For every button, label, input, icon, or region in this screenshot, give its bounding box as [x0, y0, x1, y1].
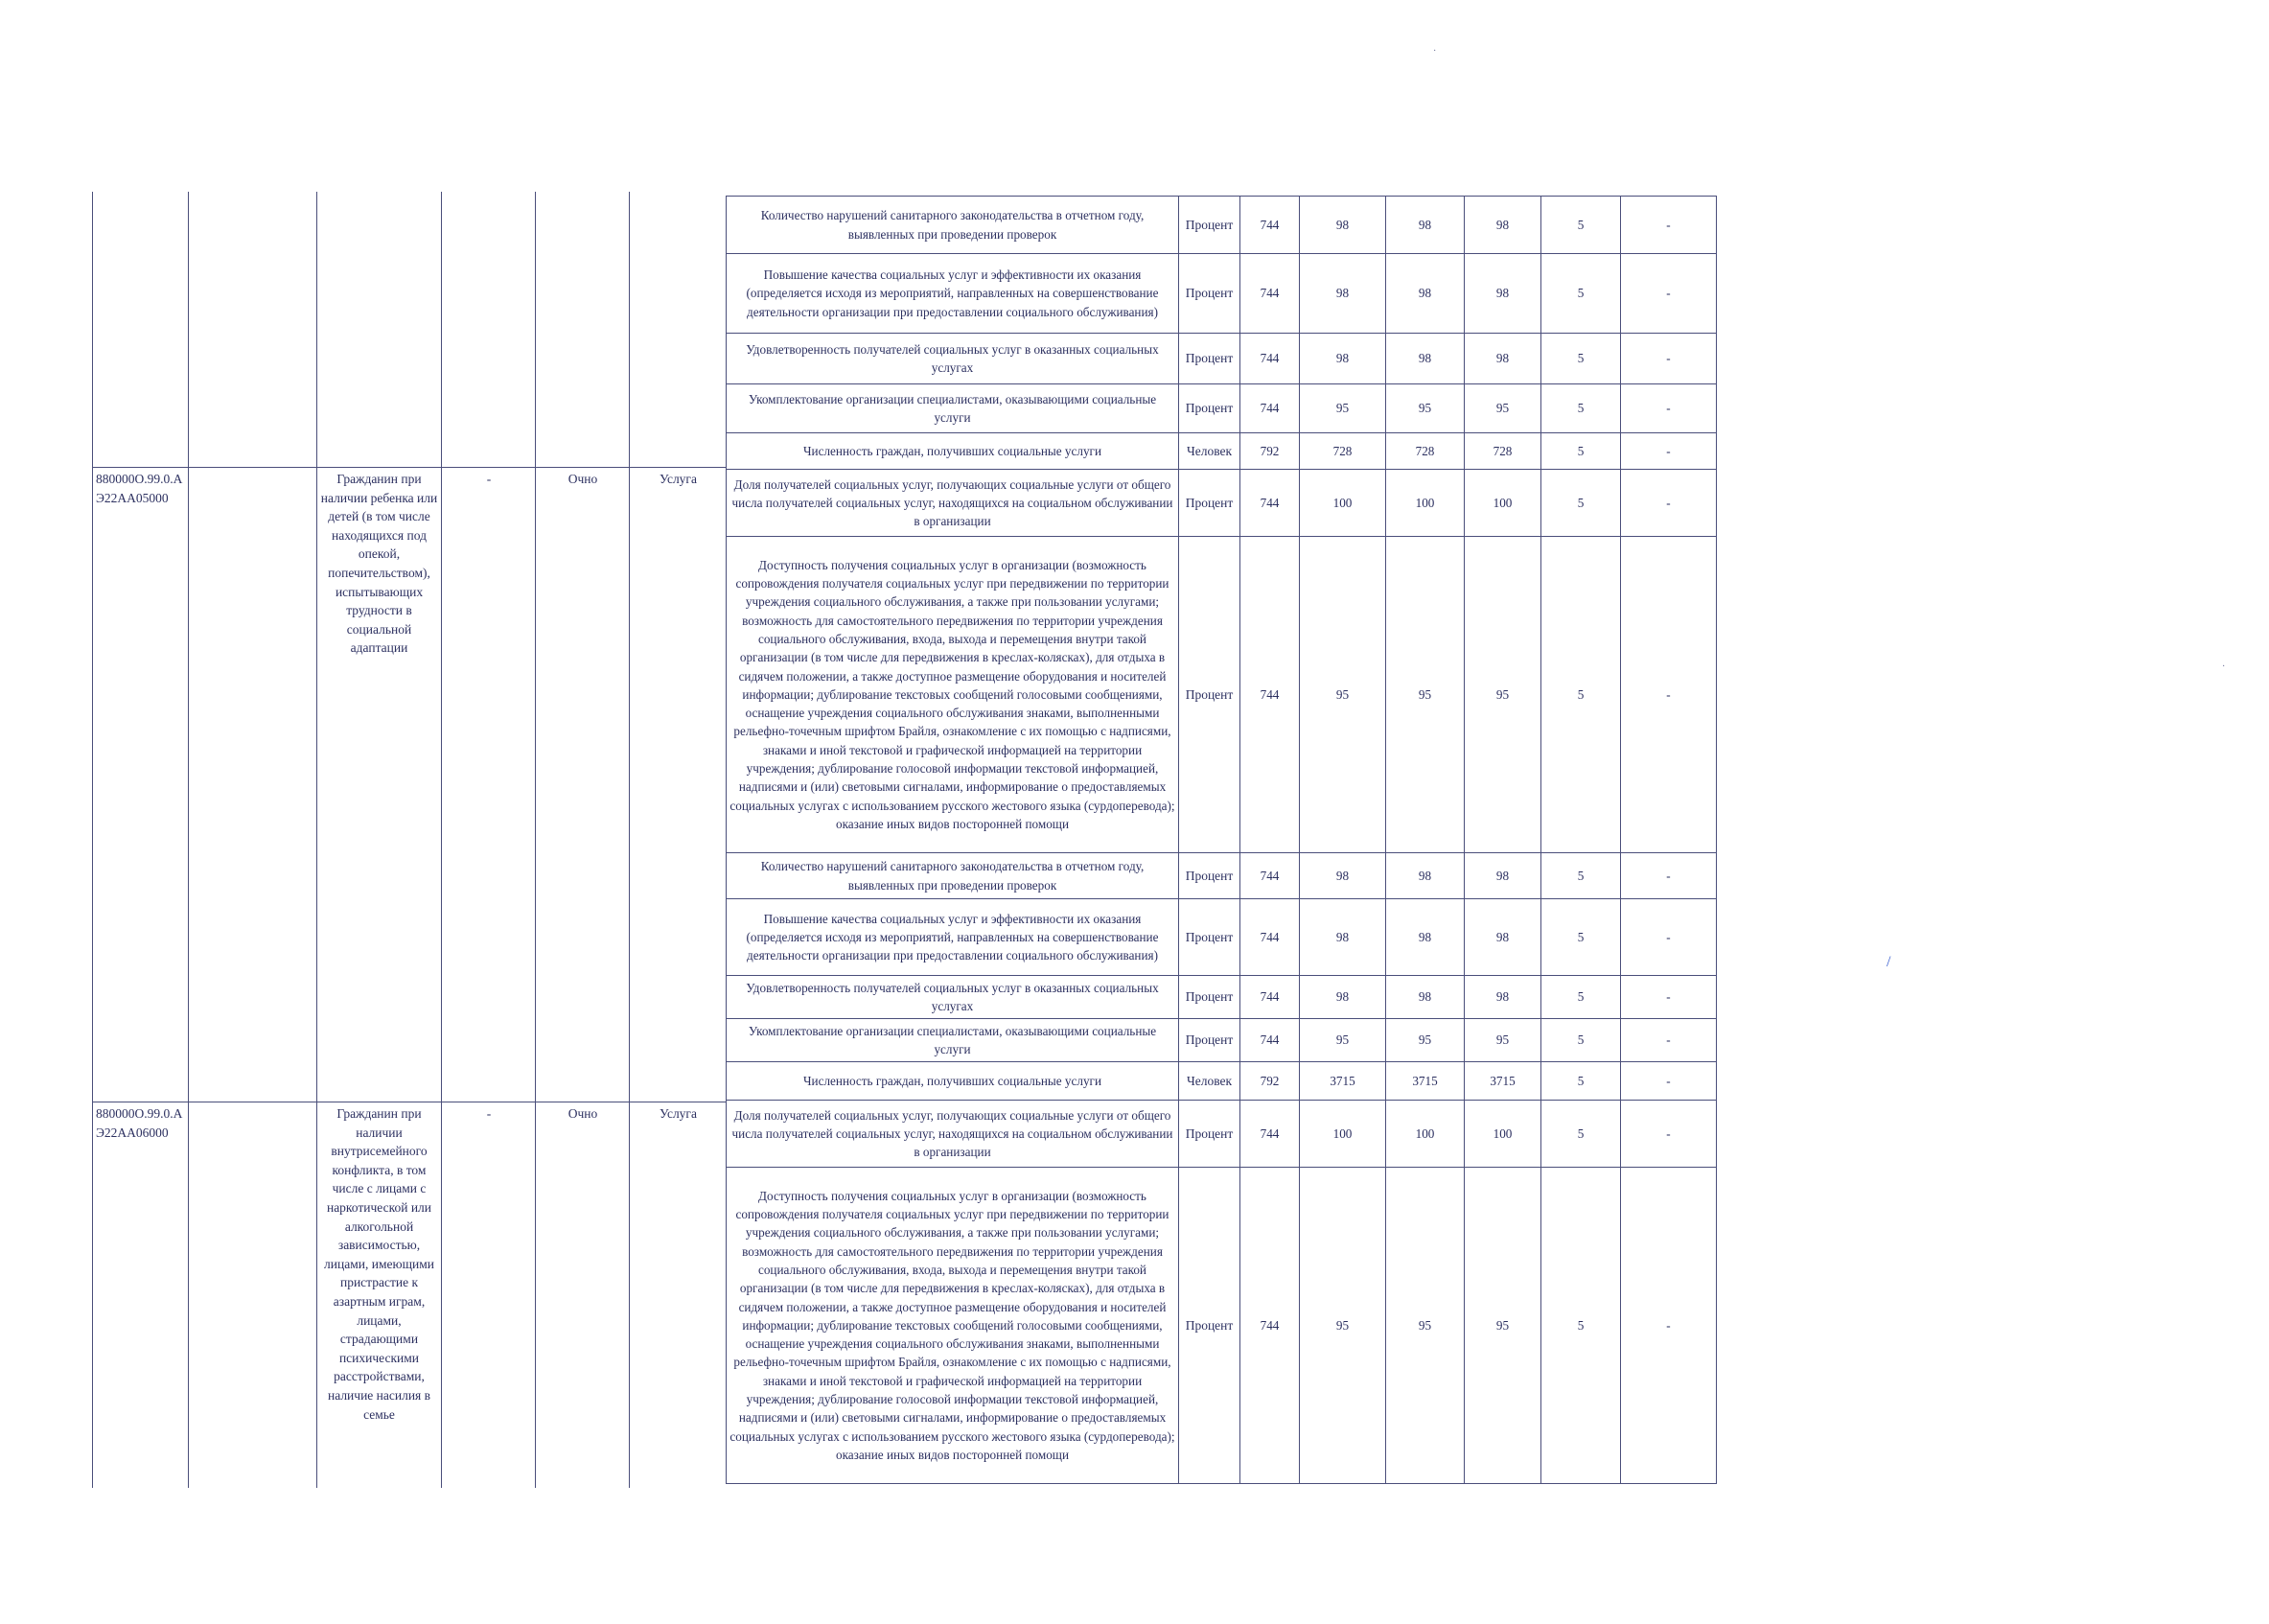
deviation-absolute: - — [1621, 433, 1717, 470]
table-row — [727, 470, 1717, 537]
allowed-deviation: 5 — [1541, 470, 1621, 537]
allowed-deviation: 5 — [1541, 899, 1621, 976]
indicator-name: Повышение качества социальных услуг и эффективности их оказания (определяется исходя из мероприятий, направленных на совершенствование деятельности организации при предоставлении социального обслуживания) — [727, 254, 1179, 334]
indicator-name: Повышение качества социальных услуг и эффективности их оказания (определяется исходя из мероприятий, направленных на совершенствование деятельности организации при предоставлении социального обслуживания) — [727, 899, 1179, 976]
value-year-2: 95 — [1386, 384, 1465, 433]
value-year-2: 100 — [1386, 470, 1465, 537]
value-year-1: 100 — [1300, 1101, 1386, 1168]
table-row — [727, 976, 1717, 1019]
value-year-2: 95 — [1386, 1168, 1465, 1484]
okei-code: 744 — [1240, 197, 1300, 254]
okei-code: 744 — [1240, 899, 1300, 976]
okei-code: 744 — [1240, 537, 1300, 853]
value-year-2: 95 — [1386, 537, 1465, 853]
allowed-deviation: 5 — [1541, 433, 1621, 470]
value-year-3: 728 — [1465, 433, 1541, 470]
allowed-deviation: 5 — [1541, 334, 1621, 384]
table-left-rule-6 — [629, 192, 630, 1488]
okei-code: 744 — [1240, 470, 1300, 537]
value-year-3: 100 — [1465, 470, 1541, 537]
allowed-deviation: 5 — [1541, 976, 1621, 1019]
unit-of-measure: Человек — [1179, 433, 1240, 470]
indicator-name: Численность граждан, получивших социальные услуги — [727, 433, 1179, 470]
deviation-absolute: - — [1621, 470, 1717, 537]
value-year-2: 100 — [1386, 1101, 1465, 1168]
registry-code-2: 880000О.99.0.АЭ22АА05000 — [96, 472, 183, 505]
allowed-deviation: 5 — [1541, 537, 1621, 853]
deviation-absolute: - — [1621, 1101, 1717, 1168]
okei-code: 744 — [1240, 1168, 1300, 1484]
registry-code-3: 880000О.99.0.АЭ22АА06000 — [96, 1106, 183, 1140]
allowed-deviation: 5 — [1541, 254, 1621, 334]
okei-code: 744 — [1240, 254, 1300, 334]
deviation-absolute: - — [1621, 384, 1717, 433]
table-row — [727, 433, 1717, 470]
value-year-3: 98 — [1465, 899, 1541, 976]
value-year-3: 100 — [1465, 1101, 1541, 1168]
value-year-3: 95 — [1465, 1168, 1541, 1484]
value-year-2: 98 — [1386, 853, 1465, 899]
unit-of-measure: Процент — [1179, 537, 1240, 853]
unit-of-measure: Процент — [1179, 470, 1240, 537]
unit-of-measure: Процент — [1179, 976, 1240, 1019]
deviation-absolute: - — [1621, 254, 1717, 334]
deviation-absolute: - — [1621, 976, 1717, 1019]
value-year-3: 98 — [1465, 197, 1541, 254]
indicator-name: Доля получателей социальных услуг, получающих социальные услуги от общего числа получателей социальных услуг, находящихся на социальном обслуживании в организации — [727, 470, 1179, 537]
value-year-3: 95 — [1465, 537, 1541, 853]
allowed-deviation: 5 — [1541, 1019, 1621, 1062]
value-year-1: 98 — [1300, 899, 1386, 976]
value-year-3: 98 — [1465, 334, 1541, 384]
scan-speck: · — [1433, 46, 1437, 57]
allowed-deviation: 5 — [1541, 197, 1621, 254]
value-year-1: 95 — [1300, 537, 1386, 853]
service-form-3: Очно — [567, 1106, 598, 1121]
deviation-absolute: - — [1621, 537, 1717, 853]
service-form-2: Очно — [567, 472, 598, 486]
okei-code: 744 — [1240, 384, 1300, 433]
value-year-1: 95 — [1300, 1168, 1386, 1484]
unit-of-measure: Процент — [1179, 1101, 1240, 1168]
indicator-name: Доля получателей социальных услуг, получающих социальные услуги от общего числа получателей социальных услуг, находящихся на социальном обслуживании в организации — [727, 1101, 1179, 1168]
value-year-1: 98 — [1300, 334, 1386, 384]
value-year-3: 98 — [1465, 976, 1541, 1019]
table-row — [727, 1062, 1717, 1101]
value-year-1: 98 — [1300, 976, 1386, 1019]
okei-code: 744 — [1240, 1101, 1300, 1168]
indicator-name: Количество нарушений санитарного законодательства в отчетном году, выявленных при проведении проверок — [727, 197, 1179, 254]
table-left-rule-3 — [316, 192, 317, 1488]
okei-code: 792 — [1240, 433, 1300, 470]
service-type-3: Услуга — [660, 1106, 697, 1121]
value-year-3: 98 — [1465, 254, 1541, 334]
table-left-rule-4 — [441, 192, 442, 1488]
deviation-absolute: - — [1621, 1168, 1717, 1484]
scan-speck: / — [1887, 954, 1891, 970]
deviation-absolute: - — [1621, 853, 1717, 899]
value-year-2: 98 — [1386, 334, 1465, 384]
unit-of-measure: Процент — [1179, 853, 1240, 899]
value-year-1: 95 — [1300, 384, 1386, 433]
unit-of-measure: Процент — [1179, 899, 1240, 976]
unit-of-measure: Процент — [1179, 1019, 1240, 1062]
table-left-rule-2 — [188, 192, 189, 1488]
value-year-1: 98 — [1300, 254, 1386, 334]
value-year-1: 3715 — [1300, 1062, 1386, 1101]
deviation-absolute: - — [1621, 197, 1717, 254]
indicator-name: Количество нарушений санитарного законодательства в отчетном году, выявленных при проведении проверок — [727, 853, 1179, 899]
okei-code: 744 — [1240, 853, 1300, 899]
okei-code: 744 — [1240, 976, 1300, 1019]
indicator-name: Численность граждан, получивших социальные услуги — [727, 1062, 1179, 1101]
indicator-name: Удовлетворенность получателей социальных услуг в оказанных социальных услугах — [727, 976, 1179, 1019]
quality-indicators-table — [726, 196, 1717, 1484]
value-year-2: 728 — [1386, 433, 1465, 470]
value-year-2: 3715 — [1386, 1062, 1465, 1101]
table-row — [727, 853, 1717, 899]
deviation-absolute: - — [1621, 1062, 1717, 1101]
deviation-absolute: - — [1621, 1019, 1717, 1062]
value-year-1: 728 — [1300, 433, 1386, 470]
deviation-absolute: - — [1621, 899, 1717, 976]
unit-of-measure: Процент — [1179, 254, 1240, 334]
dash-3: - — [486, 1106, 492, 1121]
deviation-absolute: - — [1621, 334, 1717, 384]
value-year-1: 95 — [1300, 1019, 1386, 1062]
allowed-deviation: 5 — [1541, 1101, 1621, 1168]
indicator-name: Укомплектование организации специалистами, оказывающими социальные услуги — [727, 1019, 1179, 1062]
indicator-name: Удовлетворенность получателей социальных услуг в оказанных социальных услугах — [727, 334, 1179, 384]
okei-code: 792 — [1240, 1062, 1300, 1101]
unit-of-measure: Процент — [1179, 384, 1240, 433]
recipient-category-2: Гражданин при наличии ребенка или детей (в том числе находящихся под опекой, попечительством), испытывающих трудности в социальной адаптации — [320, 472, 438, 656]
table-row — [727, 899, 1717, 976]
table-row — [727, 1101, 1717, 1168]
table-row — [727, 334, 1717, 384]
unit-of-measure: Процент — [1179, 197, 1240, 254]
value-year-1: 100 — [1300, 470, 1386, 537]
table-left-rule-5 — [535, 192, 536, 1488]
table-row — [727, 1019, 1717, 1062]
recipient-category-3: Гражданин при наличии внутрисемейного конфликта, в том числе с лицами с наркотической или алкогольной зависимостью, лицами, имеющими пристрастие к азартным играм, лицами, страдающими психическими расстройствами, наличие насилия в семье — [324, 1106, 434, 1422]
value-year-2: 95 — [1386, 1019, 1465, 1062]
value-year-3: 98 — [1465, 853, 1541, 899]
service-type-2: Услуга — [660, 472, 697, 486]
table-row — [727, 537, 1717, 853]
value-year-3: 95 — [1465, 1019, 1541, 1062]
value-year-2: 98 — [1386, 197, 1465, 254]
section-separator-1 — [92, 467, 726, 468]
value-year-3: 95 — [1465, 384, 1541, 433]
unit-of-measure: Человек — [1179, 1062, 1240, 1101]
indicator-name: Доступность получения социальных услуг в организации (возможность сопровождения получателя социальных услуг при передвижении по территории учреждения социального обслуживания, а также при пользовании услугами; возможность для самостоятельного передвижения по территории учреждения социального обслуживания, входа, выхода и перемещения внутри такой организации (в том числе для передвижения в креслах-колясках), для отдыха в сидячем положении, а также доступное размещение оборудования и носителей информации; дублирование текстовых сообщений голосовыми сообщениями, оснащение учреждения социального обслуживания знаками, выполненными рельефно-точечным шрифтом Брайля, ознакомление с их помощью с надписями, знаками и иной текстовой и графической информацией на территории учреждения; дублирование голосовой информации текстовой информацией, надписями и (или) световыми сигналами, информирование о предоставляемых социальных услугах с использованием русского жестового языка (сурдоперевода); оказание иных видов посторонней помощи — [727, 537, 1179, 853]
okei-code: 744 — [1240, 1019, 1300, 1062]
table-row — [727, 254, 1717, 334]
value-year-1: 98 — [1300, 853, 1386, 899]
indicator-name: Доступность получения социальных услуг в организации (возможность сопровождения получателя социальных услуг при передвижении по территории учреждения социального обслуживания, а также при пользовании услугами; возможность для самостоятельного передвижения по территории учреждения социального обслуживания, входа, выхода и перемещения внутри такой организации (в том числе для передвижения в креслах-колясках), для отдыха в сидячем положении, а также доступное размещение оборудования и носителей информации; дублирование текстовых сообщений голосовыми сообщениями, оснащение учреждения социального обслуживания знаками, выполненными рельефно-точечным шрифтом Брайля, ознакомление с их помощью с надписями, знаками и иной текстовой и графической информацией на территории учреждения; дублирование голосовой информации текстовой информацией, надписями и (или) световыми сигналами, информирование о предоставляемых социальных услугах с использованием русского жестового языка (сурдоперевода); оказание иных видов посторонней помощи — [727, 1168, 1179, 1484]
value-year-2: 98 — [1386, 254, 1465, 334]
table-row — [727, 1168, 1717, 1484]
table-left-rule-1 — [92, 192, 93, 1488]
table-row — [727, 197, 1717, 254]
indicator-name: Укомплектование организации специалистами, оказывающими социальные услуги — [727, 384, 1179, 433]
value-year-2: 98 — [1386, 976, 1465, 1019]
unit-of-measure: Процент — [1179, 1168, 1240, 1484]
allowed-deviation: 5 — [1541, 1168, 1621, 1484]
scan-speck: · — [2222, 661, 2226, 672]
unit-of-measure: Процент — [1179, 334, 1240, 384]
value-year-2: 98 — [1386, 899, 1465, 976]
allowed-deviation: 5 — [1541, 1062, 1621, 1101]
allowed-deviation: 5 — [1541, 384, 1621, 433]
dash-2: - — [486, 472, 492, 486]
allowed-deviation: 5 — [1541, 853, 1621, 899]
value-year-3: 3715 — [1465, 1062, 1541, 1101]
okei-code: 744 — [1240, 334, 1300, 384]
table-row — [727, 384, 1717, 433]
value-year-1: 98 — [1300, 197, 1386, 254]
